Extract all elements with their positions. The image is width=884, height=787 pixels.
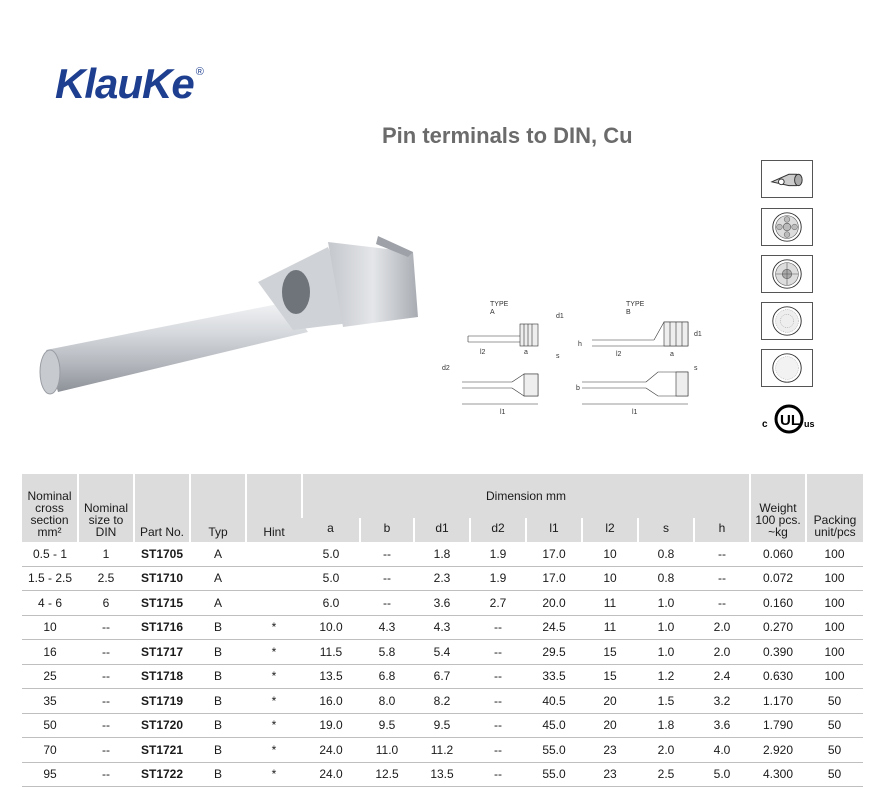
cell-cross-section: 0.5 - 1 <box>22 542 78 566</box>
cell-l1: 20.0 <box>526 591 582 616</box>
svg-text:UL: UL <box>780 412 800 429</box>
brand-logo <box>55 60 203 108</box>
cell-typ: A <box>190 591 246 616</box>
cell-d1: 11.2 <box>414 738 470 763</box>
header-part-no: Part No. <box>134 474 190 542</box>
cell-h: 2.4 <box>694 664 750 689</box>
cell-h: -- <box>694 542 750 566</box>
cell-cross-section: 35 <box>22 689 78 714</box>
dim-s-b: s <box>694 365 698 372</box>
cell-cross-section: 95 <box>22 762 78 787</box>
cell-part-no: ST1716 <box>134 615 190 640</box>
cell-packing: 100 <box>806 615 863 640</box>
header-dimension: Dimension mm <box>302 474 750 518</box>
cell-d1: 13.5 <box>414 762 470 787</box>
cell-l2: 20 <box>582 689 638 714</box>
cell-h: 2.0 <box>694 640 750 665</box>
cell-l2: 23 <box>582 762 638 787</box>
cell-a: 10.0 <box>302 615 360 640</box>
cell-d2: 1.9 <box>470 542 526 566</box>
cell-typ: B <box>190 713 246 738</box>
cell-h: 4.0 <box>694 738 750 763</box>
cell-l1: 24.5 <box>526 615 582 640</box>
cell-hint: * <box>246 689 302 714</box>
header-dim-l1: l1 <box>526 518 582 542</box>
header-nominal-size: Nominal size to DIN <box>78 474 134 542</box>
table-row <box>22 713 863 738</box>
fine-strand-conductor-icon <box>761 208 813 246</box>
cell-weight: 0.160 <box>750 591 806 616</box>
cell-hint <box>246 542 302 566</box>
cell-b: 9.5 <box>360 713 414 738</box>
cell-typ: B <box>190 689 246 714</box>
cell-b: 8.0 <box>360 689 414 714</box>
cell-l1: 17.0 <box>526 566 582 591</box>
cell-s: 1.5 <box>638 689 694 714</box>
cell-d2: -- <box>470 664 526 689</box>
dim-d1-b: d1 <box>694 331 702 338</box>
header-dim-l2: l2 <box>582 518 638 542</box>
cell-d2: 2.7 <box>470 591 526 616</box>
cell-nominal-size: -- <box>78 640 134 665</box>
cell-hint: * <box>246 738 302 763</box>
cell-typ: B <box>190 640 246 665</box>
table-row <box>22 566 863 591</box>
cell-a: 6.0 <box>302 591 360 616</box>
cell-d1: 1.8 <box>414 542 470 566</box>
cell-d1: 4.3 <box>414 615 470 640</box>
cell-l2: 20 <box>582 713 638 738</box>
cell-part-no: ST1705 <box>134 542 190 566</box>
cell-l1: 45.0 <box>526 713 582 738</box>
cell-l1: 40.5 <box>526 689 582 714</box>
cell-a: 11.5 <box>302 640 360 665</box>
table-row <box>22 738 863 763</box>
header-dim-a: a <box>302 518 360 542</box>
cell-a: 19.0 <box>302 713 360 738</box>
cell-s: 1.8 <box>638 713 694 738</box>
cell-nominal-size: -- <box>78 689 134 714</box>
page-title: Pin terminals to DIN, Cu <box>382 123 633 148</box>
cell-d2: -- <box>470 615 526 640</box>
cell-l2: 23 <box>582 738 638 763</box>
table-row <box>22 591 863 616</box>
cell-nominal-size: -- <box>78 664 134 689</box>
cell-b: 12.5 <box>360 762 414 787</box>
solid-conductor-icon <box>761 349 813 387</box>
cell-cross-section: 1.5 - 2.5 <box>22 566 78 591</box>
cell-b: -- <box>360 591 414 616</box>
header-typ: Typ <box>190 474 246 542</box>
cell-hint <box>246 566 302 591</box>
cell-h: 2.0 <box>694 615 750 640</box>
table-row <box>22 542 863 566</box>
cell-packing: 50 <box>806 762 863 787</box>
cell-packing: 100 <box>806 591 863 616</box>
header-dim-h: h <box>694 518 750 542</box>
cell-l2: 15 <box>582 664 638 689</box>
cell-part-no: ST1719 <box>134 689 190 714</box>
cell-h: 5.0 <box>694 762 750 787</box>
cell-d1: 5.4 <box>414 640 470 665</box>
cell-hint: * <box>246 664 302 689</box>
cell-part-no: ST1718 <box>134 664 190 689</box>
dim-s-a: s <box>556 353 560 360</box>
cell-b: -- <box>360 542 414 566</box>
spec-table <box>22 474 863 787</box>
cell-l1: 17.0 <box>526 542 582 566</box>
cell-a: 24.0 <box>302 762 360 787</box>
cell-typ: B <box>190 738 246 763</box>
cell-nominal-size: 1 <box>78 542 134 566</box>
cell-nominal-size: -- <box>78 615 134 640</box>
type-a-label-1: TYPE <box>490 301 509 308</box>
cable-lug-icon <box>761 160 813 198</box>
svg-text:us: us <box>804 419 815 429</box>
cell-hint: * <box>246 615 302 640</box>
type-a-label-2: A <box>490 309 495 316</box>
cell-weight: 0.390 <box>750 640 806 665</box>
cell-part-no: ST1715 <box>134 591 190 616</box>
header-dim-b: b <box>360 518 414 542</box>
cell-s: 1.0 <box>638 591 694 616</box>
cell-a: 16.0 <box>302 689 360 714</box>
ul-certification-icon <box>760 403 818 435</box>
cell-part-no: ST1710 <box>134 566 190 591</box>
cell-s: 1.0 <box>638 640 694 665</box>
cell-l1: 55.0 <box>526 762 582 787</box>
cell-typ: B <box>190 762 246 787</box>
cell-d1: 9.5 <box>414 713 470 738</box>
header-packing: Packing unit/pcs <box>806 474 863 542</box>
cell-l1: 33.5 <box>526 664 582 689</box>
cell-hint: * <box>246 762 302 787</box>
cell-weight: 0.270 <box>750 615 806 640</box>
type-b-label-2: B <box>626 309 631 316</box>
cell-cross-section: 4 - 6 <box>22 591 78 616</box>
cell-h: 3.6 <box>694 713 750 738</box>
cell-d2: -- <box>470 738 526 763</box>
cell-part-no: ST1721 <box>134 738 190 763</box>
cell-nominal-size: 2.5 <box>78 566 134 591</box>
cell-b: -- <box>360 566 414 591</box>
cell-packing: 100 <box>806 640 863 665</box>
cell-a: 24.0 <box>302 738 360 763</box>
cell-cross-section: 25 <box>22 664 78 689</box>
cell-nominal-size: -- <box>78 713 134 738</box>
cell-s: 1.0 <box>638 615 694 640</box>
cell-h: -- <box>694 566 750 591</box>
table-row <box>22 664 863 689</box>
cell-part-no: ST1720 <box>134 713 190 738</box>
cell-typ: A <box>190 542 246 566</box>
cell-d1: 8.2 <box>414 689 470 714</box>
cell-l2: 10 <box>582 542 638 566</box>
cell-hint: * <box>246 640 302 665</box>
dim-a-a: a <box>524 349 528 356</box>
header-dim-s: s <box>638 518 694 542</box>
flexible-conductor-icon <box>761 302 813 340</box>
cell-cross-section: 10 <box>22 615 78 640</box>
cell-packing: 100 <box>806 566 863 591</box>
dim-l2-b: l2 <box>616 351 622 358</box>
cell-d2: -- <box>470 689 526 714</box>
pin-terminal-photo <box>28 222 428 422</box>
dim-d2-a: d2 <box>442 365 450 372</box>
cell-packing: 100 <box>806 664 863 689</box>
cell-h: 3.2 <box>694 689 750 714</box>
cell-d1: 2.3 <box>414 566 470 591</box>
stranded-conductor-icon <box>761 255 813 293</box>
cell-l2: 15 <box>582 640 638 665</box>
dimension-drawing <box>432 296 710 426</box>
cell-b: 11.0 <box>360 738 414 763</box>
cell-cross-section: 16 <box>22 640 78 665</box>
cell-s: 1.2 <box>638 664 694 689</box>
table-row <box>22 640 863 665</box>
header-dim-d2: d2 <box>470 518 526 542</box>
cell-l1: 29.5 <box>526 640 582 665</box>
cell-d2: -- <box>470 762 526 787</box>
cell-cross-section: 50 <box>22 713 78 738</box>
dim-l2-a: l2 <box>480 349 486 356</box>
cell-d1: 3.6 <box>414 591 470 616</box>
cell-part-no: ST1717 <box>134 640 190 665</box>
cell-weight: 0.072 <box>750 566 806 591</box>
cell-nominal-size: 6 <box>78 591 134 616</box>
cell-l1: 55.0 <box>526 738 582 763</box>
cell-weight: 1.790 <box>750 713 806 738</box>
cell-packing: 50 <box>806 713 863 738</box>
cell-h: -- <box>694 591 750 616</box>
dim-l1-b: l1 <box>632 409 638 416</box>
cell-typ: B <box>190 664 246 689</box>
cell-packing: 50 <box>806 738 863 763</box>
dim-h-b: h <box>578 341 582 348</box>
cell-s: 0.8 <box>638 566 694 591</box>
header-dim-d1: d1 <box>414 518 470 542</box>
table-row <box>22 689 863 714</box>
cell-weight: 1.170 <box>750 689 806 714</box>
header-hint: Hint <box>246 474 302 542</box>
cell-s: 2.5 <box>638 762 694 787</box>
cell-d2: -- <box>470 640 526 665</box>
cell-weight: 4.300 <box>750 762 806 787</box>
cell-packing: 50 <box>806 689 863 714</box>
cell-s: 0.8 <box>638 542 694 566</box>
header-nominal-cross-section: Nominal cross section mm² <box>22 474 78 542</box>
cell-a: 13.5 <box>302 664 360 689</box>
cell-nominal-size: -- <box>78 738 134 763</box>
cell-l2: 11 <box>582 591 638 616</box>
cell-a: 5.0 <box>302 542 360 566</box>
cell-l2: 10 <box>582 566 638 591</box>
cell-cross-section: 70 <box>22 738 78 763</box>
cell-b: 5.8 <box>360 640 414 665</box>
cell-typ: A <box>190 566 246 591</box>
header-weight: Weight 100 pcs. ~kg <box>750 474 806 542</box>
brand-name: KlauKe <box>55 60 194 107</box>
cell-l2: 11 <box>582 615 638 640</box>
registered-mark: ® <box>195 66 203 78</box>
cell-weight: 0.060 <box>750 542 806 566</box>
cell-b: 6.8 <box>360 664 414 689</box>
cell-typ: B <box>190 615 246 640</box>
cell-packing: 100 <box>806 542 863 566</box>
cell-weight: 0.630 <box>750 664 806 689</box>
cell-part-no: ST1722 <box>134 762 190 787</box>
dim-d1-a: d1 <box>556 313 564 320</box>
dim-b-b: b <box>576 385 580 392</box>
cell-s: 2.0 <box>638 738 694 763</box>
cell-nominal-size: -- <box>78 762 134 787</box>
type-b-label-1: TYPE <box>626 301 645 308</box>
cell-b: 4.3 <box>360 615 414 640</box>
cell-hint: * <box>246 713 302 738</box>
cell-weight: 2.920 <box>750 738 806 763</box>
svg-text:c: c <box>762 419 768 430</box>
cell-d2: -- <box>470 713 526 738</box>
cell-d2: 1.9 <box>470 566 526 591</box>
dim-l1-a: l1 <box>500 409 506 416</box>
cell-hint <box>246 591 302 616</box>
cell-a: 5.0 <box>302 566 360 591</box>
table-row <box>22 615 863 640</box>
dim-a-b: a <box>670 351 674 358</box>
cell-d1: 6.7 <box>414 664 470 689</box>
